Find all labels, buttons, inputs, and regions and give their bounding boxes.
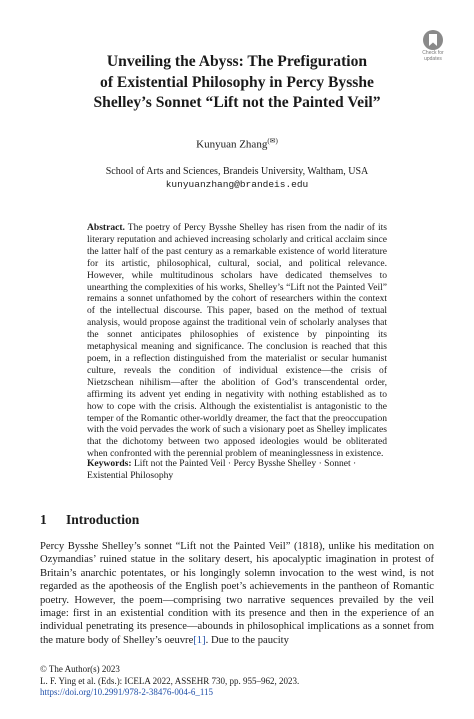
title-line-2: of Existential Philosophy in Percy Bysshe (100, 73, 374, 91)
citation-link[interactable]: [1] (193, 634, 206, 646)
section-heading (40, 512, 139, 528)
author (40, 137, 434, 151)
abstract-label: Abstract. (87, 222, 125, 233)
intro-paragraph (40, 540, 434, 647)
bookmark-icon (423, 30, 443, 50)
section-title: Introduction (66, 512, 140, 527)
keywords (87, 458, 387, 482)
badge-text: Check for updates (422, 50, 444, 62)
institution: School of Arts and Sciences, Brandeis University, Waltham, USA (105, 166, 369, 177)
abstract (87, 222, 387, 460)
doi-link[interactable]: https://doi.org/10.2991/978-2-38476-004-6_115 (40, 687, 213, 698)
title-line-3: Shelley’s Sonnet “Lift not the Painted Veil” (93, 94, 381, 111)
keywords-text: Lift not the Painted Veil · Percy Bysshe Shelley · Sonnet · Existential Philosophy (87, 458, 357, 481)
keywords-label: Keywords: (87, 458, 132, 469)
section-number: 1 (40, 512, 47, 527)
intro-text: Percy Bysshe Shelley’s sonnet “Lift not the Painted Veil” (1818), unlike his meditation on Ozymandias’ ruined statue in the solitary desert, his apocalyptic imagination in protest of Britain’s anarchic potentates, or his longingly solemn invocation to the west wind, is not regarded as the apotheosis of the English poet’s achievements in the pantheon of Romantic poetry. However, the poem—comprising two narrative sequences prevailed by the veil image: first in an existential condition with its presence and then in the experience of an individual penetrating its presence—abounds in philosophical implications as a sonnet from the mature body of Shelley’s oeuvre (40, 541, 434, 646)
intro-tail: . Due to the paucity (205, 634, 289, 646)
affiliation (40, 165, 434, 191)
author-email[interactable]: kunyuanzhang@brandeis.edu (165, 179, 309, 190)
author-name: Kunyuan Zhang (196, 138, 268, 151)
paper-title (40, 52, 434, 114)
editors-citation: L. F. Ying et al. (Eds.): ICELA 2022, ASSEHR 730, pp. 955–962, 2023. (40, 675, 300, 686)
footer (40, 664, 299, 699)
abstract-text: The poetry of Percy Bysshe Shelley has risen from the nadir of its literary reputation and achieved increasing scholarly and critical acclaim since the latter half of the past century as a remarkable existence of world literature for its artistic, philosophical, cultural, social, and political relevance. However, while multitudinous scholars have dedicated themselves to unearthing the complexities of his works, Shelley’s “Lift not the Painted Veil” remains a sonnet unfathomed by the cohort of researchers within the context of the intellectual discourse. This paper, based on the method of textual analysis, would propose against the traditional vein of scholarly analyses that the sonnet anticipates philosophies of existence by pinpointing its metaphysical meaning and significance. The conclusion is reached that this poem, in a reflection distinguished from the materialist or secular humanist culture, reveals the condition of individual existence—the crisis of Nietzschean nihilism—after the abolition of God’s transcendental order, affirming its advent yet ending in negativity with nothing established as to how to cope with the crisis. Although the existentialist is antagonistic to the temper of the Romantic other-worldly dreamer, the fact that the preoccupation with the void pervades the work of such a visionary poet as Shelley implicates that the dichotomy between two apposed ideologies would be obliterated when confronted with the perennial problem of meaninglessness in existence. (87, 222, 388, 460)
email-mark: (✉) (267, 137, 278, 145)
copyright: © The Author(s) 2023 (40, 664, 120, 674)
title-line-1: Unveiling the Abyss: The Prefiguration (106, 53, 368, 70)
